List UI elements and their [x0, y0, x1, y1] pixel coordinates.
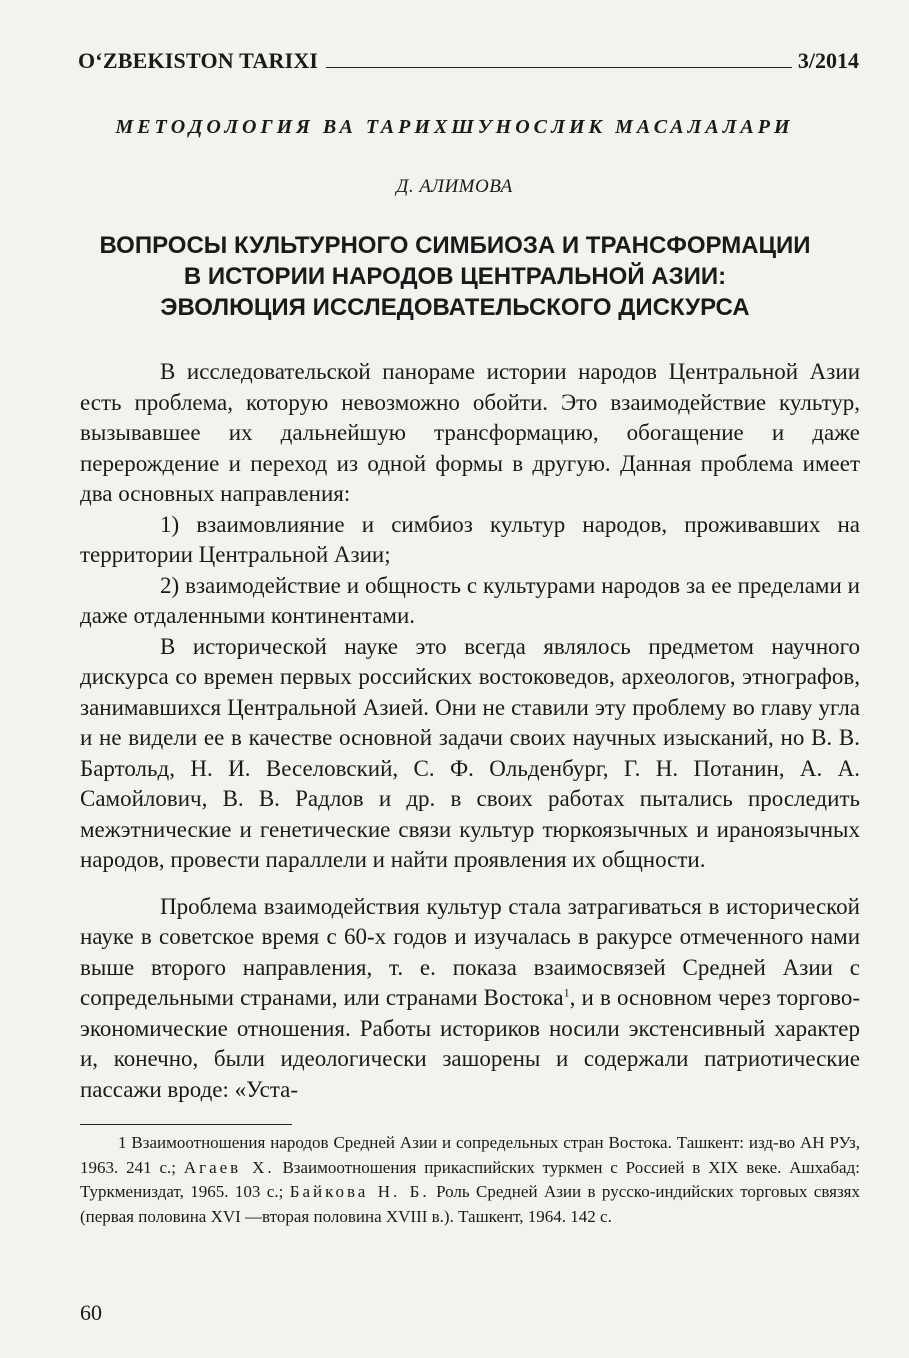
- article-title: [60, 230, 850, 323]
- footnote-ref: 1: [563, 985, 570, 1000]
- issue-number: 3/2014: [797, 48, 859, 73]
- paragraph: [80, 892, 860, 1106]
- title-line: В ИСТОРИИ НАРОДОВ ЦЕНТРАЛЬНОЙ АЗИИ:: [183, 263, 727, 290]
- header-rule: [326, 67, 792, 68]
- author-name: Д. АЛИМОВА: [396, 176, 513, 197]
- article-body: [80, 357, 860, 1105]
- footnote: [80, 1131, 860, 1229]
- footnote-author: Агаев Х.: [183, 1157, 275, 1177]
- footnote-author: Байкова Н. Б.: [289, 1182, 430, 1201]
- list-item: 1) взаимовлияние и симбиоз культур народов, проживавших на территории Центральной Азии;: [80, 511, 860, 567]
- paragraph: В исторической науке это всегда являлось предметом научного дискурса со времен первых российских востоковедов, археологов, этнографов, занимавшихся Центральной Азией. Они не ставили эту проблему во главу угла и не видели ее в качестве основной задачи своих научных изысканий, но В. В. Бартольд, Н. И. Веселовский, С. Ф. Ольденбург, Г. Н. Потанин, А. А. Самойлович, В. В. Радлов и др. в своих работах пытались проследить межэтнические и генетические связи культур тюркоязычных и ираноязычных народов, провести параллели и найти проявления их общности.: [80, 633, 860, 872]
- running-header: [78, 44, 859, 74]
- footnote-divider: [80, 1124, 292, 1125]
- footnote-text: Роль Средней Азии в русско-индийских торговых связях (первая половина XVI —вторая половина XVIII в.). Ташкент, 1964. 142 с.: [80, 1182, 860, 1226]
- footnote-text: 1 Взаимоотношения народов Средней Азии и сопредельных стран Востока. Ташкент: изд-во АН РУз, 1963. 241 с.;: [80, 1133, 860, 1177]
- journal-name: O‘ZBEKISTON TARIXI: [78, 48, 319, 73]
- title-line: ЭВОЛЮЦИЯ ИССЛЕДОВАТЕЛЬСКОГО ДИСКУРСА: [160, 294, 750, 321]
- list-item: 2) взаимодействие и общность с культурами народов за ее пределами и даже отдаленными континентами.: [80, 572, 860, 628]
- footnotes: [80, 1131, 860, 1229]
- title-line: ВОПРОСЫ КУЛЬТУРНОГО СИМБИОЗА И ТРАНСФОРМАЦИИ: [99, 232, 811, 259]
- page-number: 60: [80, 1300, 102, 1325]
- paragraph: В исследовательской панораме истории народов Центральной Азии есть проблема, которую невозможно обойти. Это взаимодействие культур, вызывавшее их дальнейшую трансформацию, обогащение и даже перерождение и переход из одной формы в другую. Данная проблема имеет два основных направления:: [80, 359, 860, 506]
- paragraph-text: , и в основном через торгово-экономические отношения. Работы историков носили экстенсивный характер и, конечно, были идеологически зашорены и содержали патриотические пассажи вроде: «Уста-: [80, 985, 860, 1102]
- section-title: МЕТОДОЛОГИЯ ВА ТАРИХШУНОСЛИК МАСАЛАЛАРИ: [115, 116, 794, 138]
- paragraph-text: Проблема взаимодействия культур стала затрагиваться в исторической науке в советское время с 60-х годов и изучалась в ракурсе отмеченного нами выше второго направления, т. е. показа взаимосвязей Средней Азии с сопредельными странами, или странами Востока: [80, 893, 860, 1010]
- footnote-text: Взаимоотношения прикаспийских туркмен с Россией в XIX веке. Ашхабад: Туркмениздат, 1965. 103 с.;: [80, 1157, 860, 1201]
